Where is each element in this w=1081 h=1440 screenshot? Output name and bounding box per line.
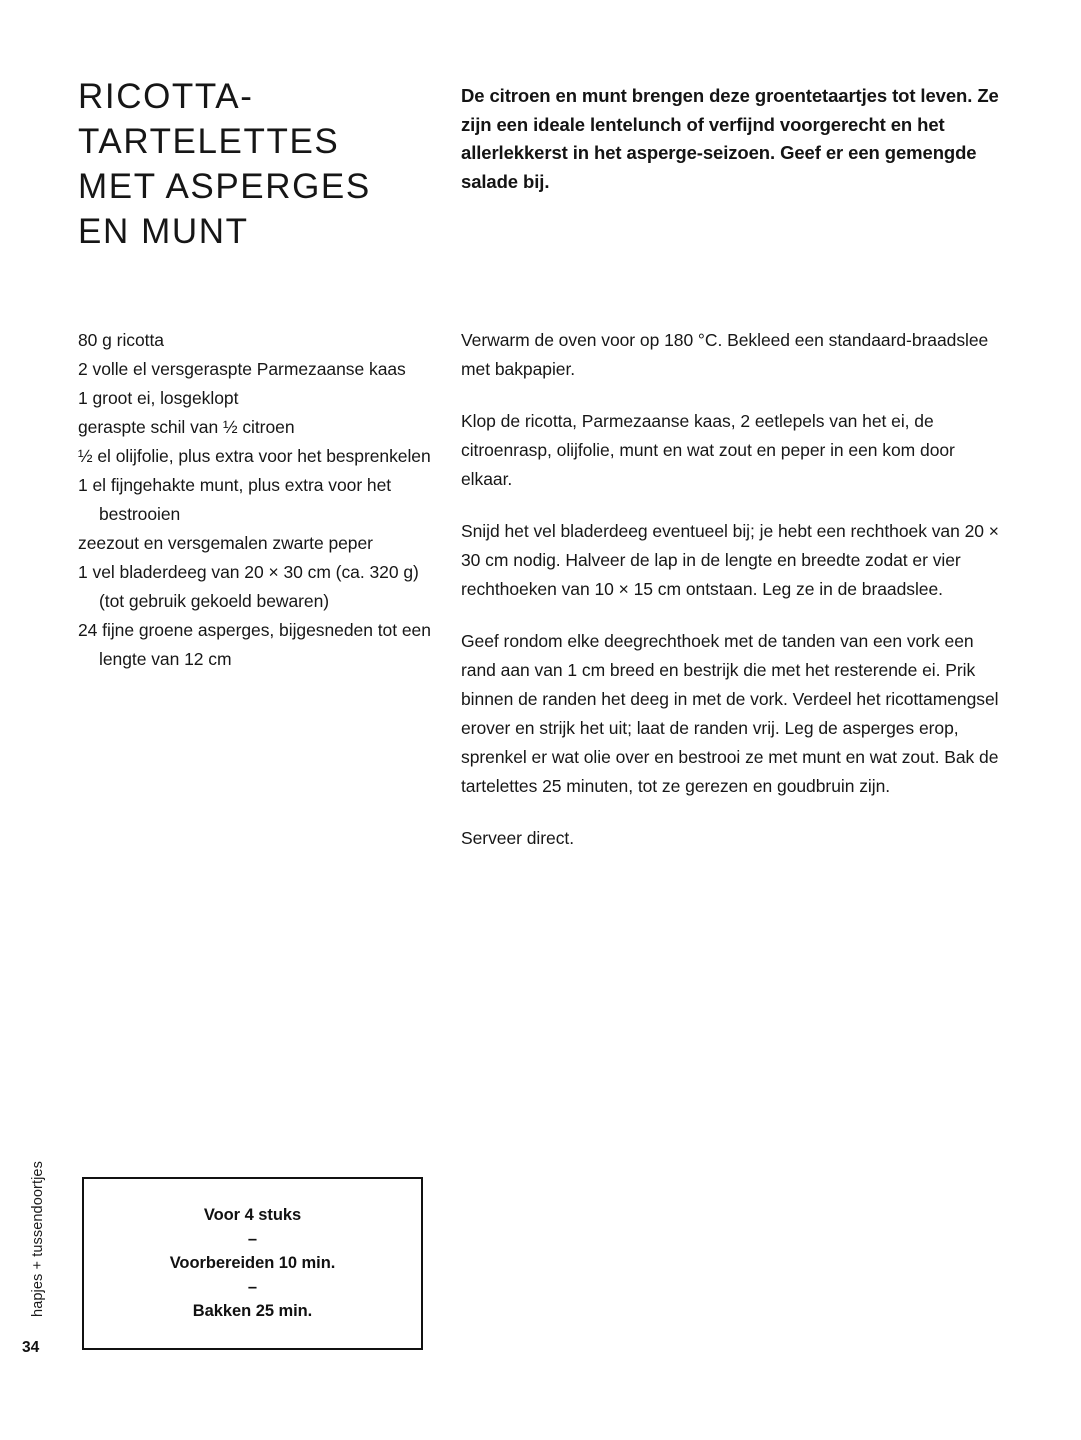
method-paragraph: Snijd het vel bladerdeeg eventueel bij; je hebt een rechthoek van 20 × 30 cm nodig. Halveer de lap in de lengte en breedte zodat er vier rechthoeken van 10 × 15 cm ontstaan. Leg ze in de braadslee.	[461, 521, 999, 599]
page-number: 34	[22, 1339, 40, 1356]
list-item: ½ el olijfolie, plus extra voor het besprenkelen	[78, 446, 431, 466]
chapter-running-head: hapjes + tussendoortjes	[30, 1161, 46, 1317]
method-steps	[461, 326, 1003, 853]
prep-time-label: Voorbereiden 10 min.	[169, 1254, 336, 1272]
ingredients-list	[78, 326, 438, 674]
method-paragraph: Verwarm de oven voor op 180 °C. Bekleed een standaard-braadslee met bakpapier.	[461, 330, 989, 379]
list-item: geraspte schil van ½ citroen	[78, 417, 295, 437]
list-item: 1 el fijngehakte munt, plus extra voor het bestrooien	[78, 475, 392, 524]
page-title: RICOTTA- TARTELETTES MET ASPERGES EN MUNT	[78, 77, 371, 251]
recipe-intro: De citroen en munt brengen deze groentetaartjes tot leven. Ze zijn een ideale lentelunch of verfijnd voorgerecht en het allerlekkerst in het asperge-seizoen. Geef er een gemengde salade bij.	[461, 85, 999, 192]
recipe-info-box	[82, 1177, 423, 1350]
list-item: 1 groot ei, losgeklopt	[78, 388, 239, 408]
list-item: 1 vel bladerdeeg van 20 × 30 cm (ca. 320 g) (tot gebruik gekoeld bewaren)	[78, 562, 419, 611]
list-item: 80 g ricotta	[78, 330, 164, 350]
list-item: 24 fijne groene asperges, bijgesneden tot een lengte van 12 cm	[78, 620, 431, 669]
info-separator: –	[247, 1278, 258, 1296]
method-paragraph: Geef rondom elke deegrechthoek met de tanden van een vork een rand aan van 1 cm breed en bestrijk die met het resterende ei. Prik binnen de randen het deeg in met de vork. Verdeel het ricottamengsel erover en strijk het uit; laat de randen vrij. Leg de asperges erop, sprenkel er wat olie over en bestrooi ze met munt en wat zout. Bak de tartelettes 25 minuten, tot ze gerezen en goudbruin zijn.	[461, 631, 999, 796]
yield-label: Voor 4 stuks	[203, 1206, 302, 1224]
method-paragraph: Serveer direct.	[461, 828, 575, 848]
bake-time-label: Bakken 25 min.	[192, 1302, 313, 1320]
info-separator: –	[247, 1230, 258, 1248]
list-item: zeezout en versgemalen zwarte peper	[78, 533, 373, 553]
list-item: 2 volle el versgeraspte Parmezaanse kaas	[78, 359, 406, 379]
method-paragraph: Klop de ricotta, Parmezaanse kaas, 2 eetlepels van het ei, de citroenrasp, olijfolie, munt en wat zout en peper in een kom door elkaar.	[461, 411, 955, 489]
